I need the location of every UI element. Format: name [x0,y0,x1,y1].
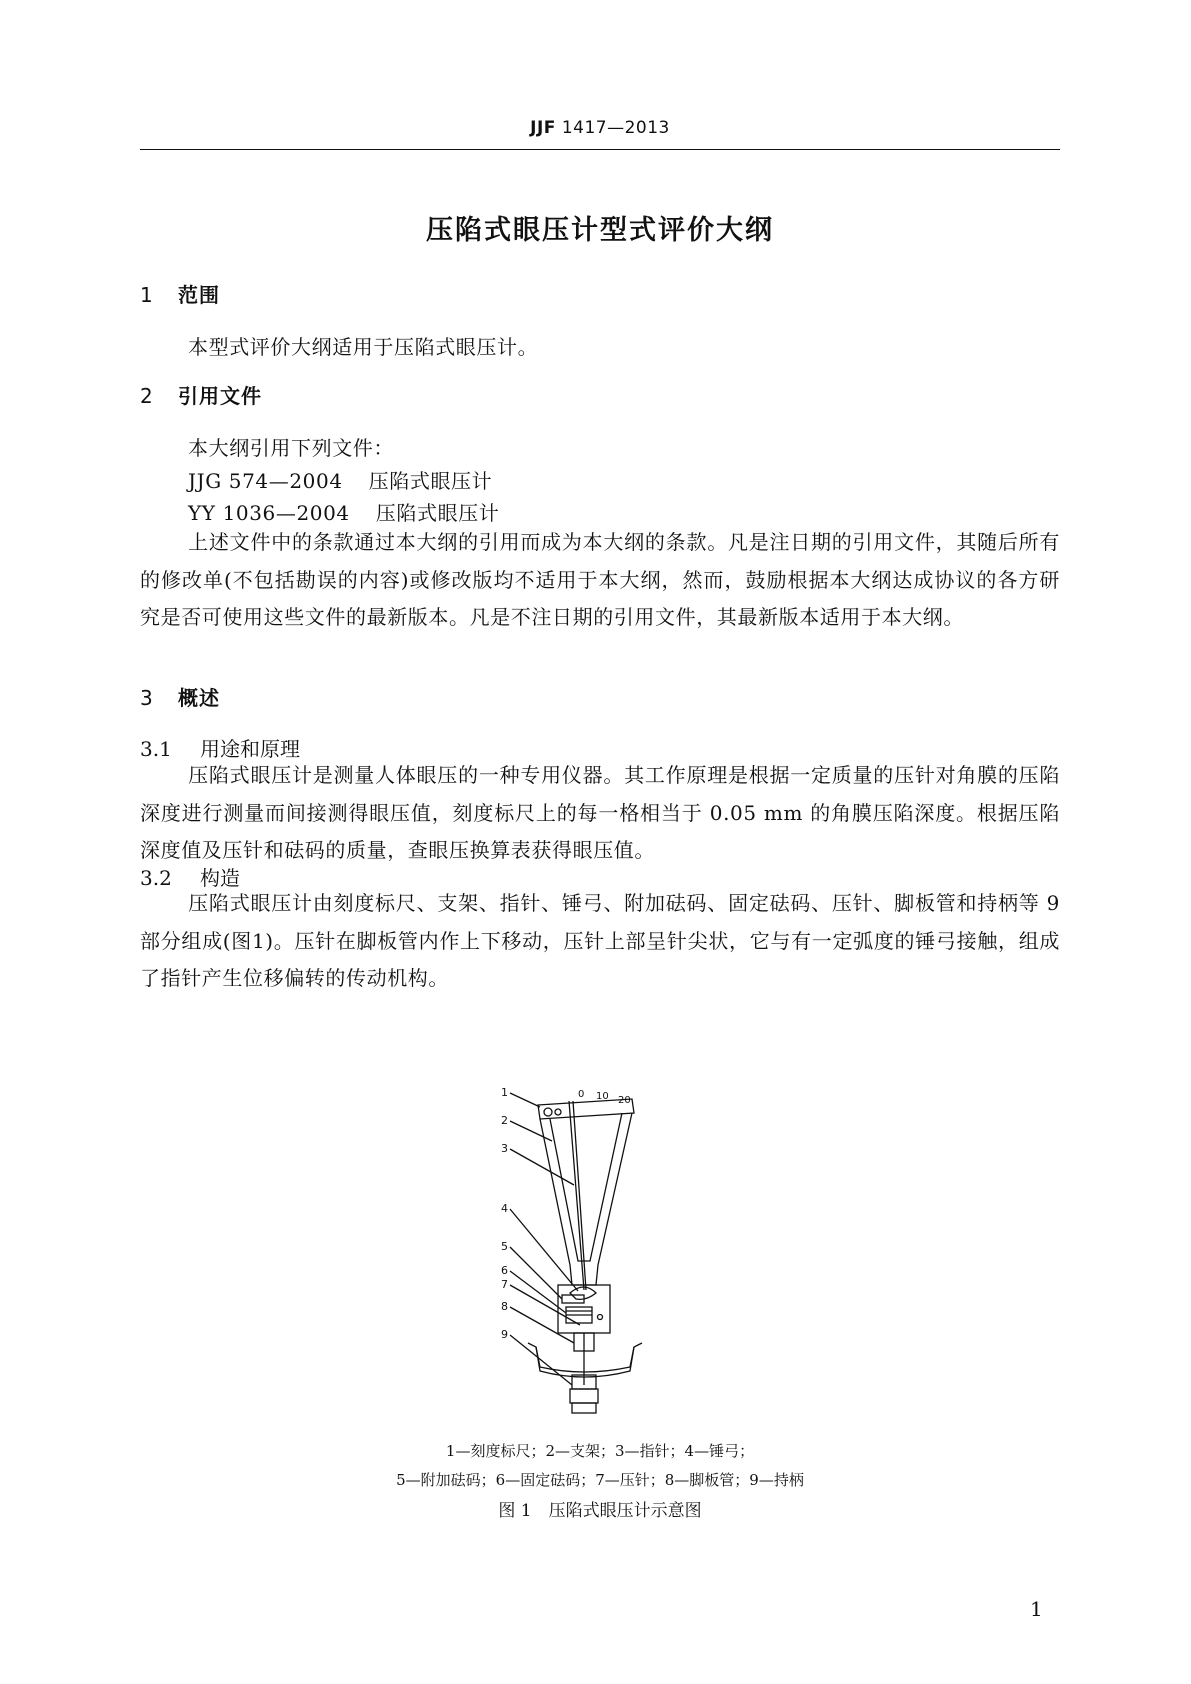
handle [570,1389,598,1403]
page-number: 1 [1030,1597,1043,1621]
section-title: 概述 [178,686,220,710]
leader-line [510,1121,552,1141]
part-label: 2 [501,1114,508,1127]
part-label: 7 [501,1278,508,1291]
figure-legend-line-2: 5—附加砝码；6—固定砝码；7—压针；8—脚板管；9—持柄 [396,1471,804,1489]
figure-title: 图 1 压陷式眼压计示意图 [498,1501,702,1521]
reference-item [188,465,492,494]
reference-name: 压陷式眼压计 [375,501,500,525]
section-number: 2 [140,384,154,408]
leader-line [510,1285,580,1325]
paragraph-text: 上述文件中的条款通过本大纲的引用而成为本大纲的条款。凡是注日期的引用文件，其随后所有的修改单(不包括勘误的内容)或修改版均不适用于本大纲，然而，鼓励根据本大纲达成协议的各方研究是否可使用这些文件的最新版本。凡是不注日期的引用文件，其最新版本适用于本大纲。 [140,530,1060,629]
part-label: 1 [501,1086,508,1099]
scale-mark: 0 [578,1089,585,1100]
part-label: 5 [501,1240,508,1253]
reference-code: JJG 574—2004 [188,469,343,493]
part-label: 3 [501,1142,508,1155]
section-1-heading [140,279,220,308]
scale-screw [555,1109,561,1115]
section-title: 范围 [178,283,220,307]
part-label: 6 [501,1264,508,1277]
scale-screw [544,1108,552,1116]
section-2-intro: 本大纲引用下列文件： [188,436,394,460]
subsection-number: 3.1 [140,737,172,761]
section-2-paragraph [140,524,1060,637]
document-title: 压陷式眼压计型式评价大纲 [426,215,774,246]
running-header [140,118,1060,138]
section-1-text: 本型式评价大纲适用于压陷式眼压计。 [188,335,539,359]
reference-code: YY 1036—2004 [188,501,350,525]
header-rule [140,149,1060,150]
scale-mark: 10 [596,1091,609,1102]
leader-line [510,1149,574,1185]
subsection-title: 用途和原理 [200,737,300,761]
reference-item [188,497,499,526]
tonometer-figure [500,1085,700,1425]
pointer [569,1101,584,1290]
subsection-title: 构造 [200,866,240,890]
part-label: 9 [501,1328,508,1341]
subsection-3-2-paragraph [140,885,1060,998]
figure-legend-line-1: 1—刻度标尺；2—支架；3—指针；4—锤弓； [445,1442,755,1460]
part-label: 4 [501,1202,508,1215]
leader-line [510,1093,540,1107]
section-number: 3 [140,686,154,710]
section-3-heading [140,682,220,711]
paragraph-text: 压陷式眼压计是测量人体眼压的一种专用仪器。其工作原理是根据一定质量的压针对角膜的压陷深度进行测量而间接测得眼压值，刻度标尺上的每一格相当于 0.05 mm 的角膜压陷深度。根据压陷深度值及压针和砝码的质量，查眼压换算表获得眼压值。 [140,763,1060,862]
frame-inner [550,1113,622,1261]
header-code: JJF [530,118,556,138]
paragraph-text: 压陷式眼压计由刻度标尺、支架、指针、锤弓、附加砝码、固定砝码、压针、脚板管和持柄等 9 部分组成(图1)。压针在脚板管内作上下移动，压针上部呈针尖状，它与有一定弧度的锤弓接触，组成了指针产生位移偏转的传动机构。 [140,891,1060,990]
subsection-3-1-paragraph [140,757,1060,870]
hammer-arc [570,1287,596,1299]
section-title: 引用文件 [178,384,262,408]
section-number: 1 [140,283,154,307]
subsection-number: 3.2 [140,866,172,890]
section-2-heading [140,380,262,409]
pointer [573,1101,586,1290]
header-number: 1417—2013 [561,118,670,138]
scale-mark: 20 [618,1095,631,1106]
handle [572,1403,596,1413]
leader-line [510,1335,572,1385]
reference-name: 压陷式眼压计 [368,469,493,493]
part-label: 8 [501,1300,508,1313]
